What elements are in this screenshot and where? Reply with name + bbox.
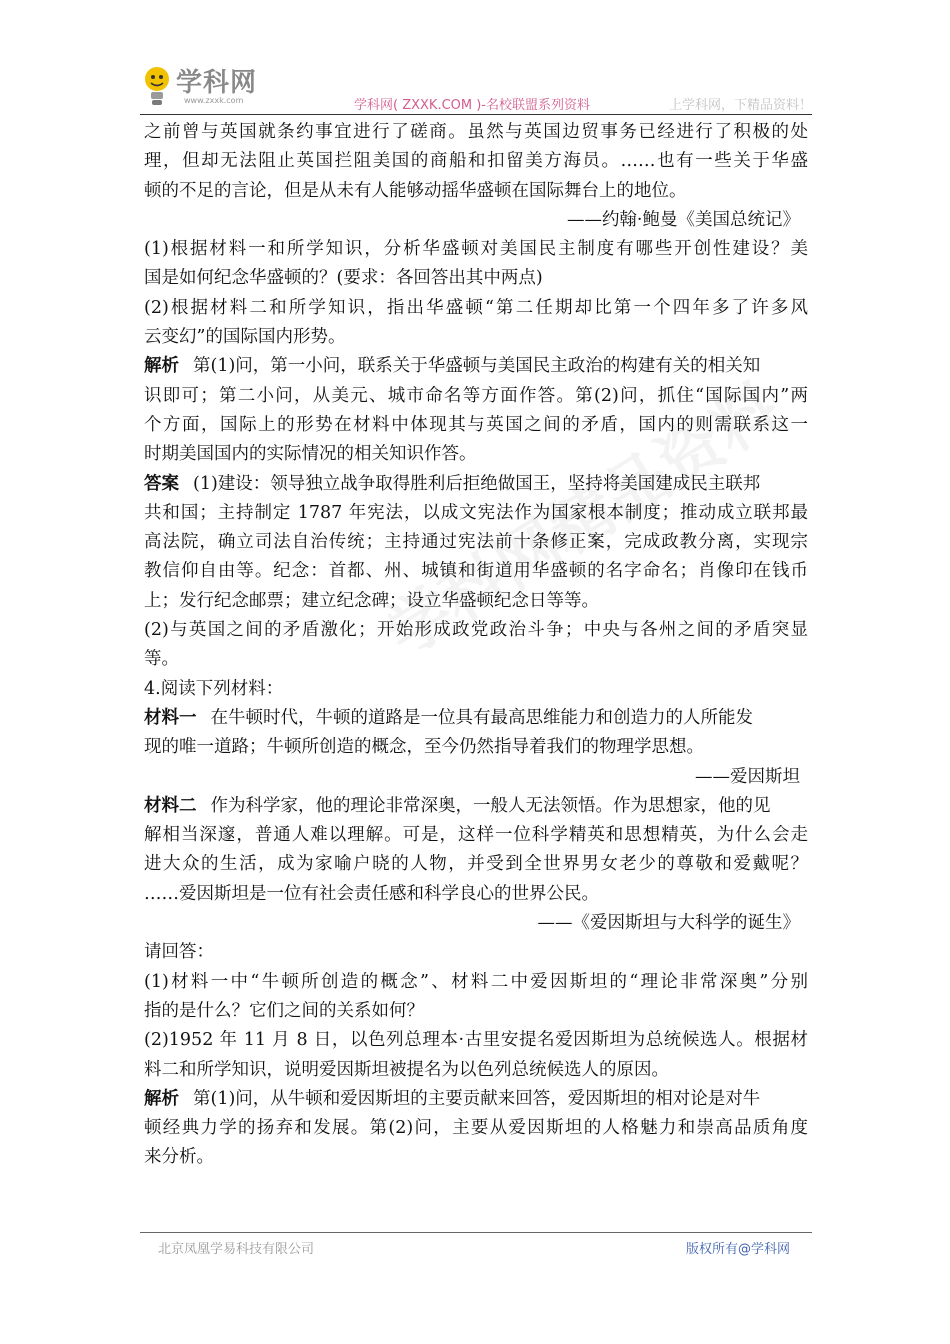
- header-series-title: 学科网( ZXXK.COM )-名校联盟系列资料: [354, 98, 590, 113]
- answer-line: 高法院，确立司法自治传统；主持通过宪法前十条修正案，完成政教分离，实现宗: [144, 532, 808, 553]
- question-line: 指的是什么？它们之间的关系如何？: [144, 1000, 424, 1021]
- header-slogan: 上学科网，下精品资料！: [668, 98, 812, 113]
- material-text: 在牛顿时代，牛顿的道路是一位具有最高思维能力和创造力的人所能发: [210, 707, 753, 728]
- material-line: 进大众的生活，成为家喻户晓的人物，并受到全世界男女老少的尊敬和爱戴呢？: [144, 854, 808, 875]
- question-line: 云变幻”的国际国内形势。: [144, 327, 346, 348]
- analysis-line: [144, 1085, 808, 1114]
- text-line: 顿的不足的言论，但是从未有人能够动摇华盛顿在国际舞台上的地位。: [144, 180, 687, 201]
- analysis-label: 解析: [144, 1088, 179, 1109]
- page-footer: [140, 1232, 812, 1256]
- question-line: (2)1952 年 11 月 8 日，以色列总理本·古里安提名爱因斯坦为总统候选人。根据材: [144, 1030, 808, 1051]
- document-body: [144, 118, 808, 1173]
- header-divider: [140, 114, 812, 115]
- citation-line: ——《爱因斯坦与大科学的诞生》: [537, 913, 800, 934]
- analysis-text: 第(1)问，第一小问，联系关于华盛顿与美国民主政治的构建有关的相关知: [193, 356, 761, 377]
- answer-text: (1)建设：领导独立战争取得胜利后拒绝做国王，坚持将美国建成民主联邦: [193, 473, 761, 494]
- question-line: 料二和所学知识，说明爱因斯坦被提名为以色列总统候选人的原因。: [144, 1059, 669, 1080]
- analysis-line: 个方面，国际上的形势在材料中体现其与英国之间的矛盾，国内的则需联系这一: [144, 414, 808, 435]
- question-number-line: 4.阅读下列材料：: [144, 678, 284, 699]
- logo-text: 学科网: [176, 68, 258, 98]
- site-logo: [140, 62, 270, 112]
- question-line: (1)材料一中“牛顿所创造的概念”、材料二中爱因斯坦的“理论非常深奥”分别: [144, 971, 808, 992]
- material-1-label: 材料一: [144, 707, 197, 728]
- answer-line: (2)与英国之间的矛盾激化；开始形成政党政治斗争；中央与各州之间的矛盾突显: [144, 620, 808, 641]
- material-line: ……爱因斯坦是一位有社会责任感和科学良心的世界公民。: [144, 883, 599, 904]
- page-header: [140, 62, 812, 116]
- citation-line: ——约翰·鲍曼《美国总统记》: [566, 209, 800, 230]
- prompt-line: 请回答：: [144, 942, 214, 963]
- analysis-line: 来分析。: [144, 1147, 214, 1168]
- question-line: (1)根据材料一和所学知识，分析华盛顿对美国民主制度有哪些开创性建设？美: [144, 239, 808, 260]
- analysis-label: 解析: [144, 356, 179, 377]
- logo-url: www.zxxk.com: [184, 96, 244, 105]
- analysis-line: 顿经典力学的扬弃和发展。第(2)问，主要从爱因斯坦的人格魅力和崇高品质角度: [144, 1118, 808, 1139]
- answer-line: 等。: [144, 649, 179, 670]
- analysis-line: 识即可；第二小问，从美元、城市命名等方面作答。第(2)问，抓住“国际国内”两: [144, 385, 808, 406]
- question-line: (2)根据材料二和所学知识，指出华盛顿“第二任期却比第一个四年多了许多风: [144, 297, 808, 318]
- material-text: 作为科学家，他的理论非常深奥，一般人无法领悟。作为思想家，他的见: [210, 795, 771, 816]
- answer-line: 上；发行纪念邮票；建立纪念碑；设立华盛顿纪念日等等。: [144, 590, 599, 611]
- footer-divider: [140, 1232, 812, 1233]
- text-line: 之前曾与英国就条约事宜进行了磋商。虽然与英国边贸事务已经进行了积极的处: [144, 122, 808, 142]
- footer-company: 北京凤凰学易科技有限公司: [158, 1242, 315, 1257]
- analysis-text: 第(1)问，从牛顿和爱因斯坦的主要贡献来回答，爱因斯坦的相对论是对牛: [193, 1088, 761, 1109]
- material-line: [144, 704, 808, 733]
- material-line: 现的唯一道路；牛顿所创造的概念，至今仍然指导着我们的物理学思想。: [144, 737, 704, 758]
- material-line: 解相当深邃，普通人难以理解。可是，这样一位科学精英和思想精英，为什么会走: [144, 825, 808, 846]
- material-2-label: 材料二: [144, 795, 197, 816]
- answer-label: 答案: [144, 473, 179, 494]
- answer-line: [144, 470, 808, 499]
- material-line: [144, 792, 808, 821]
- answer-line: 共和国；主持制定 1787 年宪法，以成文宪法作为国家根本制度；推动成立联邦最: [144, 502, 808, 523]
- footer-copyright: 版权所有@学科网: [685, 1242, 790, 1257]
- analysis-line: 时期美国国内的实际情况的相关知识作答。: [144, 444, 477, 465]
- text-line: 理，但却无法阻止英国拦阻美国的商船和扣留美方海员。……也有一些关于华盛: [144, 151, 808, 172]
- answer-line: 教信仰自由等。纪念：首都、州、城镇和街道用华盛顿的名字命名；肖像印在钱币: [144, 561, 808, 582]
- citation-line: ——爱因斯坦: [695, 766, 800, 787]
- analysis-line: [144, 352, 808, 381]
- logo-bulb-icon: [140, 64, 174, 110]
- question-line: 国是如何纪念华盛顿的？(要求：各回答出其中两点): [144, 268, 543, 289]
